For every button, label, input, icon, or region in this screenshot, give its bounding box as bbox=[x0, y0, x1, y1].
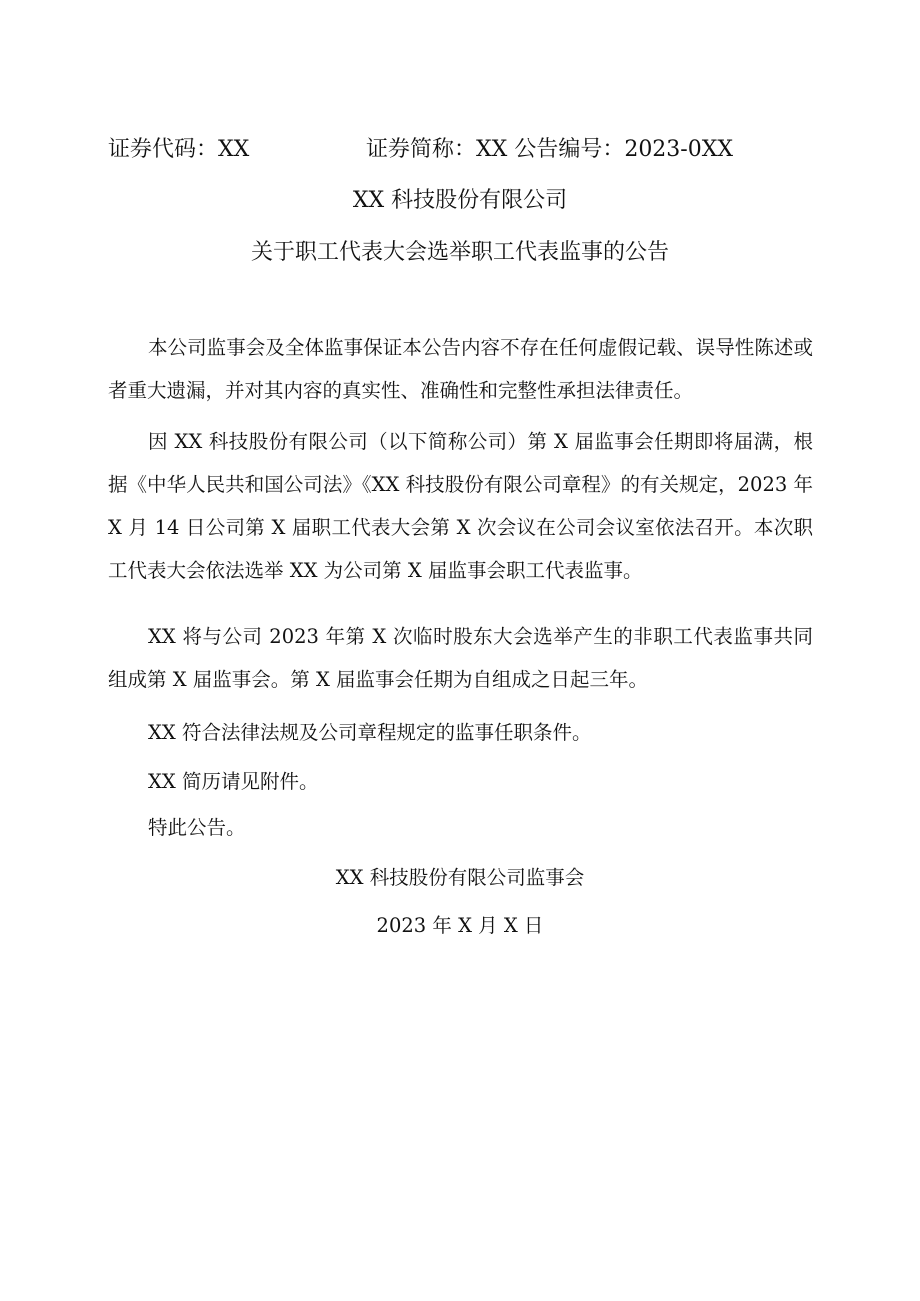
signature-date: 2023 年 X 月 X 日 bbox=[376, 914, 544, 937]
company-title: XX 科技股份有限公司 bbox=[352, 188, 568, 213]
document-header bbox=[108, 130, 828, 170]
paragraph-resume: XX 简历请见附件。 bbox=[148, 770, 319, 793]
stock-code: 证券代码：XX bbox=[108, 137, 250, 162]
paragraph-qualification: XX 符合法律法规及公司章程规定的监事任职条件。 bbox=[148, 721, 592, 744]
signer: XX 科技股份有限公司监事会 bbox=[335, 866, 585, 889]
paragraph-closing: 特此公告。 bbox=[148, 816, 246, 839]
stock-abbr-and-notice-number: 证券简称：XX 公告编号：2023-0XX bbox=[366, 137, 734, 162]
paragraph-election: 因 XX 科技股份有限公司（以下简称公司）第 X 届监事会任期即将届满，根据《中华人民共和国公司法》《XX 科技股份有限公司章程》的有关规定，2023 年 X 月 14 日公司第 X 届职工代表大会第 X 次会议在公司会议室依法召开。本次职工代表大会依法选举 XX 为公司第 X 届监事会职工代表监事。 bbox=[108, 430, 813, 582]
paragraph-board-composition: XX 将与公司 2023 年第 X 次临时股东大会选举产生的非职工代表监事共同组成第 X 届监事会。第 X 届监事会任期为自组成之日起三年。 bbox=[108, 625, 813, 691]
notice-title: 关于职工代表大会选举职工代表监事的公告 bbox=[250, 240, 669, 265]
paragraph-statement: 本公司监事会及全体监事保证本公告内容不存在任何虚假记载、误导性陈述或者重大遗漏，并对其内容的真实性、准确性和完整性承担法律责任。 bbox=[108, 336, 813, 402]
